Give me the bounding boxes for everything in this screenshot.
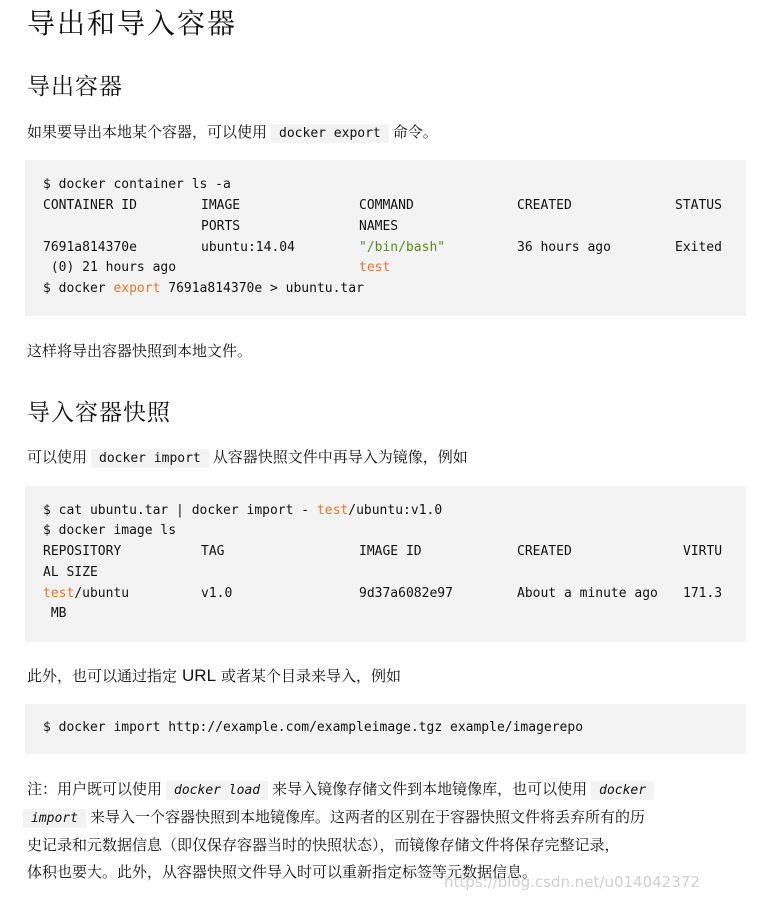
text-segment: 注：用户既可以使用 (27, 780, 163, 798)
import-inline-code: docker import (91, 449, 209, 468)
export-after-text: 这样将导出容器快照到本地文件。 (27, 342, 253, 360)
code-line: $ docker container ls -a (43, 177, 231, 192)
code-cell: PORTS (201, 219, 241, 234)
url-import-text (27, 663, 401, 689)
code-keyword: test (43, 586, 75, 601)
export-intro-text-before: 如果要导出本地某个容器，可以使用 (27, 123, 268, 141)
code-cell: CREATED (517, 198, 572, 213)
note-line (27, 776, 747, 804)
export-heading: 导出容器 (27, 74, 123, 100)
code-string: "/bin/bash" (359, 240, 446, 255)
note-line (23, 804, 747, 832)
code-cell: (0) 21 hours ago (43, 260, 177, 275)
code-line (43, 279, 364, 299)
code-cell: 9d37a6082e97 (359, 586, 453, 601)
code-cell: REPOSITORY (43, 544, 122, 559)
code-cell: CONTAINER ID (43, 198, 137, 213)
code-text: $ docker (43, 281, 114, 296)
code-text: $ cat ubuntu.tar | docker import - (43, 503, 317, 518)
url-word: URL (182, 666, 217, 685)
code-cell: AL SIZE (43, 565, 98, 580)
url-import-code-block (25, 704, 746, 754)
export-intro (27, 120, 438, 146)
import-intro-text-after: 从容器快照文件中再导入为镜像，例如 (212, 448, 468, 466)
code-cell: IMAGE (201, 198, 241, 213)
code-text: 7691a814370e > ubuntu.tar (160, 281, 364, 296)
note-paragraph (27, 776, 747, 886)
import-heading: 导入容器快照 (27, 400, 171, 426)
code-cell: ubuntu:14.04 (201, 240, 295, 255)
code-text: /ubuntu (74, 586, 130, 601)
code-cell: TAG (201, 544, 225, 559)
note-line: 史记录和元数据信息（即仅保存容器当时的快照状态），而镜像存储文件将保存完整记录， (27, 836, 620, 854)
text-segment: 或者某个目录来导入，例如 (221, 667, 402, 685)
import-intro-text-before: 可以使用 (27, 448, 88, 466)
inline-code-docker: docker (591, 781, 654, 800)
code-line: $ docker image ls (43, 523, 177, 538)
code-line (43, 501, 442, 521)
code-cell: MB (43, 606, 67, 621)
inline-code-docker-load: docker load (166, 781, 268, 800)
code-cell: VIRTU (683, 544, 723, 559)
watermark: https://blog.csdn.net/u014042372 (444, 873, 700, 891)
page-title: 导出和导入容器 (27, 7, 238, 40)
code-keyword: test (359, 260, 391, 275)
text-segment: 来导入一个容器快照到本地镜像库。这两者的区别在于容器快照文件将丢弃所有的历 (89, 808, 645, 826)
export-intro-text-after: 命令。 (392, 123, 438, 141)
code-keyword: export (113, 281, 161, 296)
code-text: /ubuntu:v1.0 (348, 503, 443, 518)
export-code-block (25, 160, 746, 316)
code-cell: v1.0 (201, 586, 233, 601)
export-inline-code: docker export (271, 124, 389, 143)
code-cell: CREATED (517, 544, 572, 559)
code-cell (43, 584, 129, 604)
code-cell: STATUS (675, 198, 722, 213)
inline-code-import: import (23, 809, 86, 828)
text-segment: 此外，也可以通过指定 (27, 667, 178, 685)
code-cell: 171.3 (683, 586, 723, 601)
code-cell: About a minute ago (517, 586, 658, 601)
code-cell: Exited (675, 240, 722, 255)
code-keyword: test (316, 503, 349, 518)
note-line: 体积也要大。此外，从容器快照文件导入时可以重新指定标签等元数据信息。 (27, 863, 538, 881)
code-cell: 36 hours ago (517, 240, 611, 255)
import-intro (27, 445, 468, 471)
text-segment: 来导入镜像存储文件到本地镜像库，也可以使用 (272, 780, 588, 798)
code-cell: NAMES (359, 219, 399, 234)
code-line: $ docker import http://example.com/exampleimage.tgz example/imagerepo (43, 720, 584, 735)
import-code-block (25, 486, 746, 642)
code-cell: IMAGE ID (359, 544, 422, 559)
code-cell: COMMAND (359, 198, 414, 213)
code-cell: 7691a814370e (43, 240, 137, 255)
